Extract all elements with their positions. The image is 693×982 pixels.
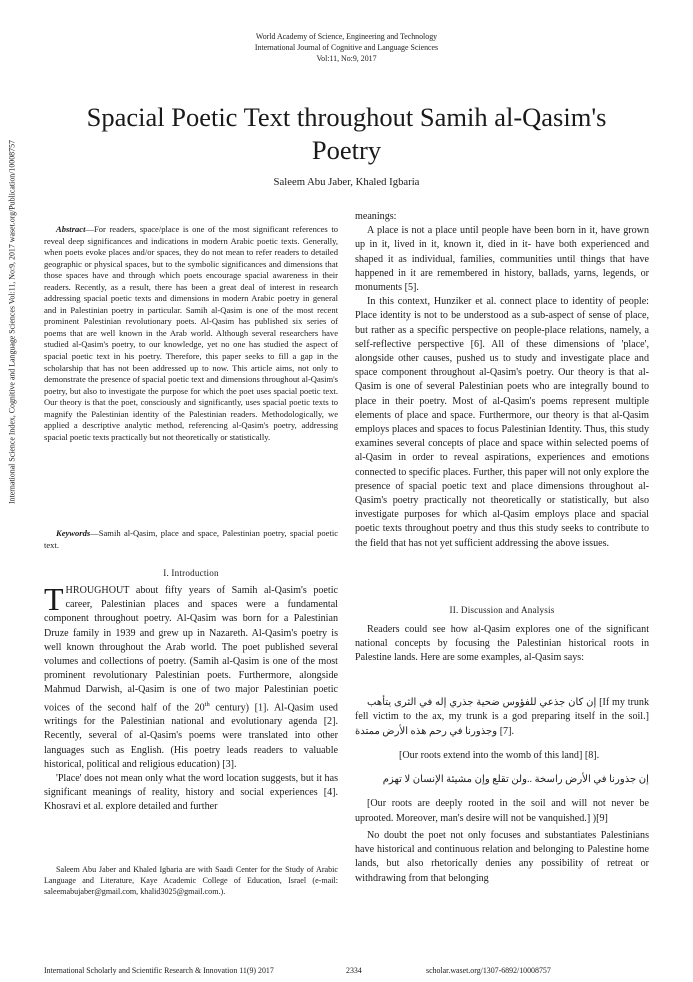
section-heading-discussion: II. Discussion and Analysis	[449, 605, 555, 615]
title-line-2: Poetry	[311, 135, 382, 165]
right-paragraph-2: In this context, Hunziker et al. connect place to identity of people: Place identity is not to be understood as a sub-aspect of sense of place, but rather as a specific perspective on people-place relations, namely, a self-reflective perspective [6]. All of these dimensions of 'place', alongside other causes, pushed us to study and investigate place and space component throughout al-Qasim's poetry. Our theory is that al-Qasim is one of several Palestinian poets who are integrally bound to place in their poetry. Most of al-Qasim's poems represent multiple elements of place and space. Furthermore, our theory is that al-Qasim employs places and spaces to focus Palestinian Identity. Thus, this study examines several concepts of place and space within selected poems of al-Qasim in order to reveal aspirations, experiences and emotions connected to specific places. Further, this paper will not only explore the presence of spacial poetic text and place dimensions throughout al-Qasim's poetry practically not theoretically or statistically, but also investigate purposes for which al-Qasim employs place and spacial poetic texts throughout poetry and thus this study seeks to contribute to the field that has not yet sufficient addressing the above issues.	[355, 296, 649, 549]
intro-paragraph-1: HROUGHOUT about fifty years of Samih al-Qasim's poetic career, Palestinian places and spaces were a fundamental component throughout poetry. Al-Qasim was born for a Palestinian Druze family in 1939 and grew up in Nazareth. Al-Qasim's poetry is well known throughout the Arab world. The poet published several volumes and collections of poetry. (Samih al-Qasim is one of the most prominent revolutionary Palestinian poets. Furthermore, alongside Mahmud Darwish, al-Qasim is one of two major Palestinian poetic voices of the second half of the 20	[44, 585, 338, 713]
block-quote-place: A place is not a place until people have been born in it, have grown up in it, lived in it, known it, died in it- have both experienced and shaped it as individual, families, communities until things that have happened in it are remembered in history, ballads, yarns, legends, or monuments [5].	[355, 225, 649, 294]
introduction-body	[44, 581, 338, 815]
section-heading-introduction: I. Introduction	[163, 568, 219, 578]
drop-cap: T	[44, 581, 64, 617]
footer-publisher: International Scholarly and Scientific Research & Innovation 11(9) 2017	[44, 966, 274, 975]
header-line-2: International Journal of Cognitive and Language Sciences	[254, 43, 439, 52]
intro-paragraph-2: 'Place' does not mean only what the word location suggests, but it has significant meanings of reality, history and social experiences [4]. Khosravi et al. explore detailed and further	[44, 773, 338, 813]
header-line-3: Vol:11, No:9, 2017	[316, 54, 377, 63]
side-margin-text: International Science Index, Cognitive and Language Sciences Vol:11, No:9, 2017 waset.org/Publication/10008757	[7, 140, 17, 504]
ordinal-superscript: th	[204, 700, 210, 708]
footer-page-number: 2334	[346, 966, 362, 975]
quote-1-arabic-2: وجذورنا في رحم هذه الأرض ممتدة	[355, 725, 498, 737]
quote-3-english: [Our roots are deeply rooted in the soil and will not never be uprooted. Moreover, man's desire will not be vanquished.] )[9]	[355, 798, 649, 824]
abstract-text: —For readers, space/place is one of the most significant references to reveal deep significances and indications in modern Arabic poetic texts. Generally, when poets evoke places and/or spaces, they do not mean to refer readers to detailed geographic or physical spaces, but to the symbolic significances and dimensions that those spaces have and through which poets encourage spacial awareness in their readers. Recently, as a result, there has been a great deal of interest in research addressing spacial poetic texts and dimensions in modern Arabic poetry in general and in Palestinian poetry in particular. Samih al-Qasim is one of the most recent prominent Palestinian revolutionary poets. Al-Qasim has published six series of poems that are well known in the Arab world. Although several researchers have studied al-Qasim's poetry, to our knowledge, yet no one has studied the aspect of spacial poetic text in his poetry. Therefore, this paper seeks to fill a gap in the scholarship that has not been addressed up to now. This article aims, not only to demonstrate the presence of spacial poetic text and dimensions throughout al-Qasim's poetry, but also to investigate the purpose for which the poet uses spacial poetic text. Our theory is that the poet, consciously and significantly, uses spacial poetic texts to magnify the Palestinian identity of the Palestinian readers. Methodologically, we applied a descriptive analytic method, referencing al-Qasim's poetry, addressing spacial poetic texts practically but not theoretically or statistically.	[44, 224, 338, 442]
quote-1-arabic: إن كان جذعي للفؤوس ضحية جذري إله في الثرى يتأهب	[367, 697, 597, 709]
intro-paragraph-1-end: century) [1]. Al-Qasim used writings for the Palestinian national and evolutionary agenda [2]. Recently, several of al-Qasim's poems were translated into other languages such as English. (His poetry leads readers to valuable historical, political and religious education) [3].	[44, 701, 338, 770]
quote-1	[355, 696, 649, 739]
discussion-paragraph-2: No doubt the poet not only focuses and substantiates Palestinians have historical and continuous relation and belonging to Palestine home lands, but also rhetorically denies any possibility of retreat or withdrawing from that belonging	[355, 830, 649, 884]
quote-2-english: [Our roots extend into the womb of this land] [8].	[399, 749, 600, 761]
quote-1-ref: [7].	[499, 725, 514, 737]
footer-url[interactable]: scholar.waset.org/1307-6892/10008757	[426, 966, 551, 975]
authors: Saleem Abu Jaber, Khaled Igbaria	[273, 176, 420, 188]
right-column-body	[355, 210, 649, 551]
keywords-label: Keywords	[56, 528, 91, 538]
abstract	[44, 224, 338, 443]
quote-3-arabic: إن جذورنا في الأرض راسخة ..ولن تقلع وإن مشيئة الإنسان لا تهزم	[382, 774, 649, 786]
journal-header	[0, 31, 693, 64]
keywords	[44, 528, 338, 551]
abstract-label: Abstract	[56, 224, 86, 234]
title-line-1: Spacial Poetic Text throughout Samih al-Qasim's	[86, 102, 607, 132]
author-footnote: Saleem Abu Jaber and Khaled Igbaria are with Saadi Center for the Study of Arabic Language and Literature, Kaye Academic College of Education, Israel (e-mail: saleemabujaber@gmail.com, khalid3025@gmail.com.).	[44, 865, 338, 896]
poem-quotations	[355, 686, 649, 836]
quote-1-english: [If my trunk fell victim to the ax, my trunk is a god preparing itself in the soil.]	[355, 697, 649, 723]
header-line-1: World Academy of Science, Engineering and Technology	[255, 32, 438, 41]
discussion-body	[355, 623, 649, 666]
keywords-text: —Samih al-Qasim, place and space, Palestinian poetry, spacial poetic text.	[44, 528, 338, 550]
discussion-paragraph-1: Readers could see how al-Qasim explores one of the significant national concepts by focusing the Palestinian historical roots in Palestine lands. Here are some examples, al-Qasim says:	[355, 624, 649, 664]
discussion-paragraph-2-wrap	[355, 829, 649, 886]
paper-title	[40, 101, 653, 167]
continued-text: meanings:	[355, 211, 397, 222]
